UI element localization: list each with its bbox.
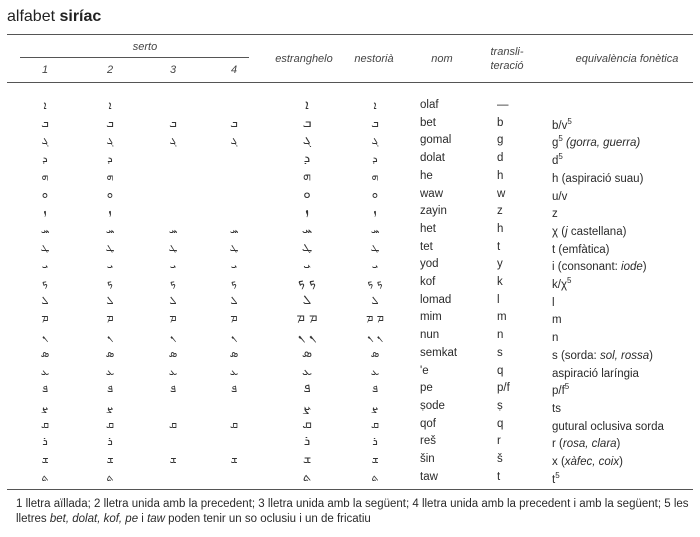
serto-glyph: ܢ [169, 329, 176, 343]
nestoria-glyph: ܕ [372, 152, 378, 166]
header-serto-form-2: 2 [106, 64, 114, 76]
serto-glyph: ܓ [41, 134, 49, 148]
letter-name: ṣode [420, 399, 445, 412]
serto-glyph: ܢ [106, 329, 113, 343]
letter-name: waw [420, 187, 444, 200]
equiv-text: χ ( [552, 225, 566, 238]
serto-glyph: ܣ [40, 346, 50, 360]
equiv-suffix: ) [649, 349, 653, 362]
equiv-example: j [565, 225, 568, 238]
serto-glyph: ܙ [43, 205, 47, 219]
serto-glyph: ܟ [231, 276, 237, 289]
transliteration: h [497, 169, 504, 182]
serto-glyph: ܨ [41, 399, 49, 413]
transliteration: š [497, 453, 503, 465]
serto-rule [20, 57, 249, 58]
footnote-taw: taw [147, 513, 165, 525]
equiv-text: i (consonant: [552, 261, 622, 274]
serto-glyph: ܛ [105, 240, 115, 254]
serto-glyph: ܝ [169, 258, 177, 272]
serto-glyph: ܠ [106, 293, 114, 307]
transliteration: m [497, 311, 507, 324]
nestoria-glyph: ܬ [371, 470, 379, 484]
serto-glyph: ܗ [41, 169, 49, 183]
serto-glyph: ܦ [106, 382, 114, 396]
transliteration: k [497, 276, 503, 288]
serto-glyph: ܕ [107, 152, 113, 166]
nestoria-glyph: ܓ [371, 134, 379, 148]
transliteration: t [497, 240, 501, 253]
letter-name: reš [420, 435, 436, 448]
serto-glyph: ܝ [41, 258, 49, 272]
estranghelo-glyph: ܒ [302, 115, 312, 131]
serto-glyph: ܟ [107, 276, 113, 289]
phonetic-equivalent [552, 329, 558, 344]
header-translit-2: teració [490, 60, 524, 72]
serto-glyph: ܚ [168, 222, 178, 236]
phonetic-equivalent [552, 241, 610, 256]
serto-glyph: ܬ [106, 470, 114, 484]
footnote-part3: poden tenir un so oclusiu i un de fricatiu [164, 513, 371, 525]
nestoria-glyph: ܦ [371, 382, 379, 396]
estranghelo-glyph: ܚ [301, 221, 313, 237]
header-serto: serto [132, 41, 158, 53]
transliteration: t [497, 470, 501, 483]
letter-name: mim [420, 311, 442, 324]
equiv-footnote-mark: 5 [558, 152, 563, 162]
phonetic-equivalent [552, 276, 571, 291]
serto-glyph: ܩ [168, 417, 178, 431]
serto-glyph: ܝ [230, 258, 238, 272]
estranghelo-glyph: ܐ [305, 98, 309, 113]
letter-name: qof [420, 417, 436, 430]
serto-glyph: ܢ [230, 329, 237, 343]
transliteration: z [497, 205, 503, 218]
serto-glyph: ܟ [170, 276, 176, 289]
letter-name: olaf [420, 99, 439, 111]
letter-name: zayin [420, 205, 447, 218]
letter-name: yod [420, 258, 439, 271]
serto-glyph: ܓ [169, 134, 177, 148]
serto-glyph: ܦ [41, 382, 49, 396]
phonetic-equivalent [552, 347, 653, 362]
serto-glyph: ܒ [169, 116, 177, 130]
footnote-letters: bet, dolat, kof, pe [49, 513, 139, 525]
estranghelo-glyph: ܓ [302, 133, 312, 149]
title-plain: alfabet [7, 8, 60, 25]
equiv-text: l [552, 296, 555, 309]
serto-glyph: ܠ [230, 293, 238, 307]
serto-glyph: ܫ [41, 453, 49, 466]
equiv-example: rosa, clara [562, 438, 617, 451]
transliteration: g [497, 134, 504, 147]
equiv-footnote-mark: 5 [567, 116, 572, 126]
equiv-text: gutural oclusiva sorda [552, 420, 664, 433]
serto-glyph: ܚ [40, 222, 50, 236]
estranghelo-glyph: ܙ [305, 204, 309, 220]
phonetic-equivalent [552, 223, 626, 238]
serto-glyph: ܦ [169, 382, 177, 396]
estranghelo-glyph: ܝ [303, 257, 311, 273]
serto-glyph: ܛ [168, 240, 178, 254]
serto-glyph: ܦ [230, 382, 238, 396]
equiv-text: aspiració laríngia [552, 367, 639, 380]
phonetic-equivalent [552, 134, 640, 149]
letter-name: taw [420, 470, 438, 483]
equiv-footnote-mark: 5 [564, 382, 570, 392]
equiv-text: s (sorda: [552, 349, 600, 362]
nestoria-glyph: ܢ ܢ [367, 329, 383, 343]
serto-glyph: ܓ [106, 134, 114, 148]
estranghelo-glyph: ܫ [302, 452, 312, 467]
equiv-example: xàfec, coix [564, 455, 620, 468]
estranghelo-glyph: ܢ ܢ [297, 328, 317, 344]
serto-glyph: ܛ [40, 240, 50, 254]
serto-glyph: ܠ [41, 293, 49, 307]
estranghelo-glyph: ܩ [302, 416, 312, 432]
letter-name: lomad [420, 293, 452, 306]
estranghelo-glyph: ܣ [301, 345, 313, 361]
serto-glyph: ܫ [169, 453, 177, 466]
top-rule [7, 34, 693, 35]
equiv-example: (gorra, guerra) [562, 137, 641, 150]
equiv-suffix: ) [616, 438, 621, 451]
equiv-text: r ( [552, 438, 563, 451]
equiv-text: d [552, 154, 559, 167]
serto-glyph: ܕ [42, 152, 48, 166]
header-serto-form-3: 3 [169, 64, 177, 76]
letter-name: kof [420, 276, 436, 288]
equiv-text: x ( [552, 455, 565, 468]
phonetic-equivalent [552, 294, 555, 309]
transliteration: y [497, 258, 503, 271]
serto-glyph: ܩ [105, 417, 115, 431]
header-nom: nom [431, 53, 453, 65]
title-bold: siríac [59, 8, 102, 25]
estranghelo-glyph: ܗ [302, 168, 312, 184]
nestoria-glyph: ܒ [371, 116, 379, 130]
letter-name: gomal [420, 134, 452, 147]
phonetic-equivalent [552, 188, 567, 203]
phonetic-equivalent [552, 453, 623, 468]
serto-glyph: ܡ [230, 311, 238, 325]
serto-glyph: ܡ [106, 311, 114, 325]
equiv-example: iode [621, 261, 643, 274]
equiv-suffix: ) [642, 261, 647, 274]
nestoria-glyph: ܘ [371, 187, 379, 201]
equiv-text: g [552, 137, 559, 150]
transliteration: s [497, 346, 503, 359]
header-serto-form-1: 1 [41, 64, 49, 76]
transliteration: n [497, 329, 504, 342]
footnote [16, 497, 691, 527]
equiv-text: p/f [552, 385, 565, 398]
transliteration: q [497, 417, 504, 430]
nestoria-glyph: ܟ ܟ [367, 276, 383, 289]
header-translit-1: transli- [490, 46, 524, 58]
header-nestoria: nestorià [354, 53, 394, 65]
serto-glyph: ܓ [230, 134, 238, 148]
header-estranghelo: estranghelo [275, 53, 333, 65]
nestoria-glyph: ܐ [373, 99, 377, 112]
letter-name: nun [420, 329, 440, 342]
transliteration: r [497, 435, 501, 448]
letter-name: šin [420, 453, 435, 465]
equiv-suffix: castellana) [567, 225, 627, 238]
nestoria-glyph: ܝ [371, 258, 379, 272]
serto-glyph: ܩ [40, 417, 50, 431]
transliteration: h [497, 222, 504, 235]
serto-glyph: ܐ [108, 99, 112, 112]
serto-glyph: ܥ [40, 364, 50, 378]
phonetic-equivalent [552, 471, 560, 486]
phonetic-equivalent [552, 400, 561, 415]
estranghelo-glyph: ܪ [303, 434, 311, 450]
equiv-text: z [552, 208, 558, 221]
transliteration: ṣ [497, 399, 503, 412]
header-serto-form-4: 4 [230, 64, 238, 76]
equiv-text: m [552, 314, 562, 327]
nestoria-glyph: ܥ [370, 364, 380, 378]
serto-glyph: ܩ [229, 417, 239, 431]
letter-name: he [420, 169, 433, 182]
serto-glyph: ܚ [229, 222, 239, 236]
estranghelo-glyph: ܟ ܟ [297, 275, 317, 290]
header-bottom-rule [7, 82, 693, 83]
serto-glyph: ܛ [229, 240, 239, 254]
serto-glyph: ܥ [229, 364, 239, 378]
nestoria-glyph: ܫ [371, 453, 379, 466]
serto-glyph: ܢ [41, 329, 48, 343]
serto-glyph: ܣ [229, 346, 239, 360]
equiv-text: n [552, 331, 559, 344]
equiv-text: u/v [552, 190, 568, 203]
header-equivalencia: equivalència fonètica [575, 53, 679, 65]
transliteration: q [497, 364, 504, 377]
letter-name: pe [420, 382, 433, 395]
transliteration: l [497, 293, 500, 306]
equiv-text: t (emfàtica) [552, 243, 610, 256]
estranghelo-glyph: ܕ [303, 151, 311, 167]
serto-glyph: ܡ [41, 311, 49, 325]
phonetic-equivalent [552, 382, 569, 397]
nestoria-glyph: ܗ [371, 169, 379, 183]
equiv-footnote-mark: 5 [558, 134, 563, 144]
phonetic-equivalent [552, 418, 664, 433]
equiv-text: b/v [552, 119, 568, 132]
serto-glyph: ܘ [41, 187, 49, 201]
letter-name: semkat [420, 346, 458, 359]
phonetic-equivalent [552, 435, 620, 450]
letter-name: bet [420, 116, 436, 129]
serto-glyph: ܨ [106, 399, 114, 413]
estranghelo-glyph: ܘ [303, 186, 311, 202]
phonetic-equivalent [552, 205, 558, 220]
serto-glyph: ܒ [106, 116, 114, 130]
phonetic-equivalent [552, 258, 647, 273]
footnote-part2: i [138, 513, 148, 525]
letter-name: 'e [420, 364, 429, 377]
serto-glyph: ܥ [168, 364, 178, 378]
serto-glyph: ܚ [105, 222, 115, 236]
nestoria-glyph: ܠ [371, 293, 379, 307]
estranghelo-glyph: ܥ [301, 363, 313, 379]
equiv-text: ts [552, 402, 561, 415]
serto-glyph: ܠ [169, 293, 177, 307]
nestoria-glyph: ܣ [370, 346, 380, 360]
footnote-part1: 1 lletra aïllada; 2 lletra unida amb la precedent; 3 lletra unida amb la següent; 4 lletra unida amb la precedent i amb la següent; 5 les lletres [16, 498, 689, 525]
serto-glyph: ܪ [107, 435, 113, 449]
equiv-example: sol, rossa [599, 349, 650, 362]
serto-glyph: ܙ [108, 205, 112, 219]
letter-name: tet [420, 240, 433, 253]
serto-glyph: ܒ [41, 116, 49, 130]
equiv-text: k/χ [552, 278, 567, 291]
phonetic-equivalent [552, 311, 562, 326]
phonetic-equivalent [552, 365, 639, 380]
page-title [7, 8, 101, 26]
serto-glyph: ܣ [105, 346, 115, 360]
serto-glyph: ܒ [230, 116, 238, 130]
transliteration: p/f [497, 382, 510, 395]
nestoria-glyph: ܙ [373, 205, 377, 219]
serto-glyph: ܡ [169, 311, 177, 325]
phonetic-equivalent [552, 152, 563, 167]
estranghelo-glyph: ܠ [302, 292, 312, 308]
phonetic-equivalent [552, 170, 643, 185]
estranghelo-glyph: ܛ [301, 239, 313, 255]
serto-glyph: ܝ [106, 258, 114, 272]
serto-glyph: ܫ [230, 453, 238, 466]
nestoria-glyph: ܪ [372, 435, 378, 449]
phonetic-equivalent [552, 117, 572, 132]
transliteration: — [497, 99, 509, 111]
nestoria-glyph: ܡ ܡ [366, 311, 384, 325]
nestoria-glyph: ܚ [370, 222, 380, 236]
serto-glyph: ܣ [168, 346, 178, 360]
transliteration: w [497, 187, 506, 200]
letter-name: het [420, 222, 436, 235]
serto-glyph: ܟ [42, 276, 48, 289]
serto-glyph: ܬ [41, 470, 49, 484]
serto-glyph: ܗ [106, 169, 114, 183]
nestoria-glyph: ܩ [370, 417, 380, 431]
nestoria-glyph: ܨ [371, 399, 379, 413]
equiv-footnote-mark: 5 [555, 470, 560, 480]
equiv-text: h (aspiració suau) [552, 172, 644, 185]
estranghelo-glyph: ܡ ܡ [296, 310, 318, 326]
transliteration: d [497, 152, 504, 165]
serto-glyph: ܘ [106, 187, 114, 201]
serto-glyph: ܐ [43, 99, 47, 112]
equiv-footnote-mark: 5 [566, 276, 572, 285]
estranghelo-glyph: ܦ [303, 381, 311, 397]
estranghelo-glyph: ܨ [302, 398, 312, 414]
equiv-text: t [552, 473, 556, 486]
serto-glyph: ܫ [106, 453, 114, 466]
letter-name: dolat [420, 152, 445, 165]
estranghelo-glyph: ܬ [302, 469, 312, 485]
serto-glyph: ܪ [42, 435, 48, 449]
nestoria-glyph: ܛ [370, 240, 380, 254]
serto-glyph: ܥ [105, 364, 115, 378]
bottom-rule [7, 489, 693, 490]
equiv-suffix: ) [619, 455, 623, 468]
transliteration: b [497, 116, 504, 129]
